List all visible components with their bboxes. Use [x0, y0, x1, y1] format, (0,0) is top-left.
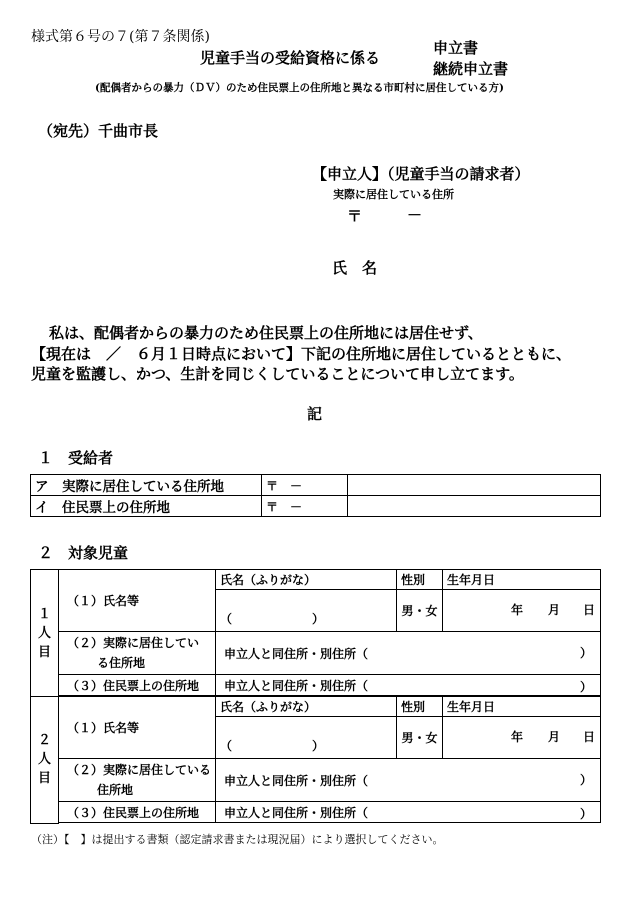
table-row [31, 675, 601, 696]
children-table [30, 569, 601, 824]
child2-name-field[interactable]: （ ） [216, 717, 397, 759]
form-subtitle: (配偶者からの暴力（ＤＶ）のため住民票上の住所地と異なる市町村に居住している方) [95, 82, 504, 94]
addressee: （宛先）千曲市長 [38, 122, 159, 140]
child2-dob-header: 生年月日 [443, 697, 601, 717]
child1-registry-address-field[interactable]: 申立人と同住所・別住所（ ） [216, 675, 601, 696]
child2-registry-address-item: （３）住民票上の住所地 [59, 802, 216, 823]
recipient-registry-address-postal[interactable]: 〒 － [262, 496, 348, 517]
statement-line-1: 私は、配偶者からの暴力のため住民票上の住所地には居住せず、 [49, 324, 483, 342]
statement-line-3: 児童を監護し、かつ、生計を同じくしていることについて申し立てます。 [31, 365, 524, 383]
child1-name-item: （１）氏名等 [59, 570, 216, 632]
applicant-name-label: 氏 名 [332, 259, 378, 277]
child1-dob-field[interactable]: 年 月 日 [443, 590, 601, 632]
recipient-table [30, 474, 601, 517]
postal-mark: 〒 [347, 207, 363, 225]
recipient-actual-address-value[interactable] [348, 475, 601, 496]
child1-group-label: １ 人 目 [31, 570, 59, 697]
statement-line-2: 【現在は ／ ６月１日時点において】下記の住所地に居住しているとともに、 [31, 345, 572, 363]
child2-registry-address-field[interactable]: 申立人と同住所・別住所（ ） [216, 802, 601, 823]
title-option-application: 申立書 [433, 39, 479, 57]
table-row [31, 496, 601, 517]
child2-actual-address-item: （２）実際に居住している 住所地 [59, 759, 216, 802]
form-number: 様式第６号の７(第７条関係) [31, 29, 210, 45]
child2-gender-header: 性別 [397, 697, 443, 717]
child1-dob-header: 生年月日 [443, 570, 601, 590]
postal-dash: － [407, 206, 423, 224]
applicant-address-label: 実際に居住している住所 [333, 188, 454, 201]
child2-actual-address-field[interactable]: 申立人と同住所・別住所（ ） [216, 759, 601, 802]
child1-actual-address-item: （２）実際に居住してい る住所地 [59, 632, 216, 675]
child1-name-field[interactable]: （ ） [216, 590, 397, 632]
footnote: （注）【 】は提出する書類（認定請求書または現況届）により選択してください。 [31, 833, 444, 846]
table-row [31, 570, 601, 590]
recipient-actual-address-postal[interactable]: 〒 － [262, 475, 348, 496]
section1-title: １ 受給者 [38, 449, 114, 467]
child1-actual-address-field[interactable]: 申立人と同住所・別住所（ ） [216, 632, 601, 675]
ki-heading: 記 [307, 405, 323, 423]
child2-dob-field[interactable]: 年 月 日 [443, 717, 601, 759]
section2-title: ２ 対象児童 [38, 544, 129, 562]
table-row [31, 697, 601, 717]
table-row [31, 475, 601, 496]
child1-gender-field[interactable]: 男・女 [397, 590, 443, 632]
table-row [31, 802, 601, 823]
applicant-heading: 【申立人】（児童手当の請求者） [312, 165, 530, 183]
table-row [31, 632, 601, 675]
child2-kana-header: 氏名（ふりがな） [216, 697, 397, 717]
child2-group-label: ２ 人 目 [31, 697, 59, 824]
child1-kana-header: 氏名（ふりがな） [216, 570, 397, 590]
recipient-registry-address-label: イ 住民票上の住所地 [31, 496, 262, 517]
recipient-registry-address-value[interactable] [348, 496, 601, 517]
table-row [31, 759, 601, 802]
child1-gender-header: 性別 [397, 570, 443, 590]
child1-registry-address-item: （３）住民票上の住所地 [59, 675, 216, 696]
recipient-actual-address-label: ア 実際に居住している住所地 [31, 475, 262, 496]
title-option-continuation: 継続申立書 [433, 60, 509, 78]
child2-gender-field[interactable]: 男・女 [397, 717, 443, 759]
child2-name-item: （１）氏名等 [59, 697, 216, 759]
form-title: 児童手当の受給資格に係る [200, 49, 381, 67]
